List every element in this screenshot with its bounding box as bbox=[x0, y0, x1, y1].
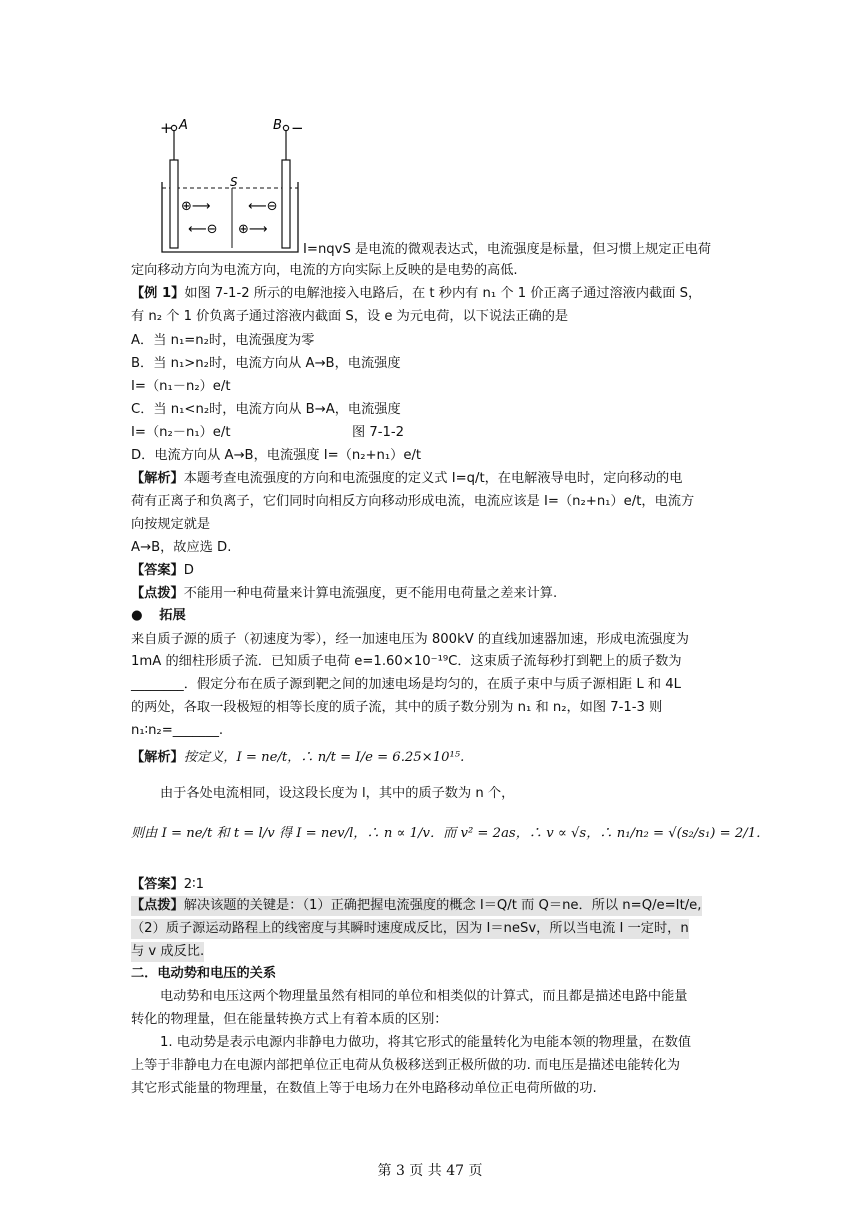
option-d: D．电流方向从 A→B，电流强度 I=（n₂+n₁）e/t bbox=[131, 448, 422, 463]
electrolytic-cell-figure bbox=[150, 112, 310, 262]
tip-heading: 【点拨】 bbox=[131, 898, 184, 913]
option-a: A．当 n₁=n₂时，电流强度为零 bbox=[131, 333, 315, 348]
text-line: 1mA 的细柱形质子流．已知质子电荷 e=1.60×10⁻¹⁹C．这束质子流每秒打到靶上的质子数为 bbox=[131, 654, 682, 669]
extension-heading bbox=[131, 606, 186, 626]
text-line: A→B，故应选 D. bbox=[131, 540, 232, 555]
text-line: 由于各处电流相同，设这段长度为 l，其中的质子数为 n 个， bbox=[160, 786, 515, 801]
analysis-1 bbox=[131, 469, 682, 489]
example-text: 如图 7-1-2 所示的电解池接入电路后，在 t 秒内有 n₁ 个 1 价正离子通过溶液内截面 S， bbox=[184, 286, 702, 301]
formula: 则由 I = ne/t 和 t = l/v 得 I = nev/l，∴ n ∝ 1/v．而 v² = 2as，∴ v ∝ √s，∴ n₁/n₂ = √(s₂/s₁) = 2/1． bbox=[131, 826, 770, 841]
analysis-heading: 【解析】 bbox=[131, 471, 184, 486]
example-heading: 【例 1】 bbox=[131, 286, 185, 301]
tip-text: 解决该题的关键是：（1）正确把握电流强度的概念 I＝Q/t 而 Q＝ne．所以 n=Q/e=It/e, bbox=[183, 898, 702, 913]
answer-1 bbox=[131, 561, 194, 581]
text-line: I=nqvS 是电流的微观表达式，电流强度是标量，但习惯上规定正电荷 bbox=[303, 242, 712, 257]
svg-text:⟵⊖: ⟵⊖ bbox=[248, 199, 278, 214]
paragraph-line: 1. 电动势是表示电源内非静电力做功，将其它形式的能量转化为电能本领的物理量，在数值 bbox=[160, 1035, 692, 1050]
option-c: C．当 n₁<n₂时，电流方向从 B→A，电流强度 bbox=[131, 402, 401, 417]
svg-text:⟵⊖: ⟵⊖ bbox=[188, 222, 218, 237]
extension-title: 拓展 bbox=[159, 608, 186, 623]
text-line: 来自质子源的质子（初速度为零），经一加速电压为 800kV 的直线加速器加速，形成电流强度为 bbox=[131, 632, 689, 647]
text-line: 定向移动方向为电流方向，电流的方向实际上反映的是电势的高低. bbox=[131, 263, 518, 278]
text-line: 与 v 成反比. bbox=[131, 942, 204, 962]
figure-caption: 图 7-1-2 bbox=[352, 425, 405, 440]
formula: 按定义，I = ne/t，∴ n/t = I/e = 6.25×10¹⁵. bbox=[183, 750, 465, 765]
bullet-icon: ● bbox=[131, 608, 143, 623]
tip-heading: 【点拨】 bbox=[131, 586, 184, 601]
option-b: B．当 n₁>n₂时，电流方向从 A→B，电流强度 bbox=[131, 356, 401, 371]
paragraph-line: 转化的物理量，但在能量转换方式上有着本质的区别： bbox=[131, 1012, 448, 1027]
tip-2 bbox=[131, 896, 702, 916]
tip-text: 不能用一种电荷量来计算电流强度，更不能用电荷量之差来计算. bbox=[183, 586, 558, 601]
text-line: 有 n₂ 个 1 价负离子通过溶液内截面 S，设 e 为元电荷，以下说法正确的是 bbox=[131, 309, 569, 324]
answer-text: 2∶1 bbox=[183, 877, 204, 892]
text-line: n₁∶n₂=_______. bbox=[131, 723, 224, 738]
example-1 bbox=[131, 284, 701, 304]
paragraph-line: 电动势和电压这两个物理量虽然有相同的单位和相类似的计算式，而且都是描述电路中能量 bbox=[160, 989, 688, 1004]
option-c-formula: I=（n₂－n₁）e/t bbox=[131, 425, 231, 440]
analysis-text: 本题考查电流强度的方向和电流强度的定义式 I=q/t，在电解液导电时，定向移动的电 bbox=[183, 471, 683, 486]
label-a: A bbox=[179, 118, 188, 133]
analysis-heading: 【解析】 bbox=[131, 750, 184, 765]
plus-terminal-label: + bbox=[160, 119, 173, 137]
answer-2 bbox=[131, 875, 204, 895]
answer-heading: 【答案】 bbox=[131, 563, 184, 578]
option-b-formula: I=（n₁－n₂）e/t bbox=[131, 379, 231, 394]
text-line: ________．假定分布在质子源到靶之间的加速电场是均匀的，在质子束中与质子源相距 L 和 4L bbox=[131, 677, 681, 692]
page-footer: 第 3 页 共 47 页 bbox=[377, 1163, 483, 1179]
text-line: 荷有正离子和负离子，它们同时向相反方向移动形成电流，电流应该是 I=（n₂+n₁）e/t，电流方 bbox=[131, 494, 695, 509]
section-s-label: S bbox=[230, 175, 238, 189]
tip-1 bbox=[131, 584, 557, 604]
paragraph-line: 其它形式能量的物理量，在数值上等于电场力在外电路移动单位正电荷所做的功. bbox=[131, 1081, 597, 1096]
svg-text:⊕⟶: ⊕⟶ bbox=[238, 222, 268, 237]
text-line: 向按规定就是 bbox=[131, 517, 211, 532]
section-heading: 二．电动势和电压的关系 bbox=[131, 966, 277, 981]
text-line: （2）质子源运动路程上的线密度与其瞬时速度成反比，因为 I＝neSv，所以当电流 I 一定时，n bbox=[131, 919, 689, 939]
svg-text:⊕⟶: ⊕⟶ bbox=[181, 199, 211, 214]
paragraph-line: 上等于非静电力在电源内部把单位正电荷从负极移送到正极所做的功. 而电压是描述电能转化为 bbox=[131, 1058, 681, 1073]
text-line: 的两处，各取一段极短的相等长度的质子流，其中的质子数分别为 n₁ 和 n₂，如图 7-1-3 则 bbox=[131, 700, 663, 715]
answer-heading: 【答案】 bbox=[131, 877, 184, 892]
label-b: B bbox=[273, 118, 282, 133]
analysis-2 bbox=[131, 748, 464, 768]
answer-text: D bbox=[183, 563, 194, 578]
minus-terminal-label: − bbox=[291, 119, 304, 137]
formula-line bbox=[131, 824, 769, 844]
